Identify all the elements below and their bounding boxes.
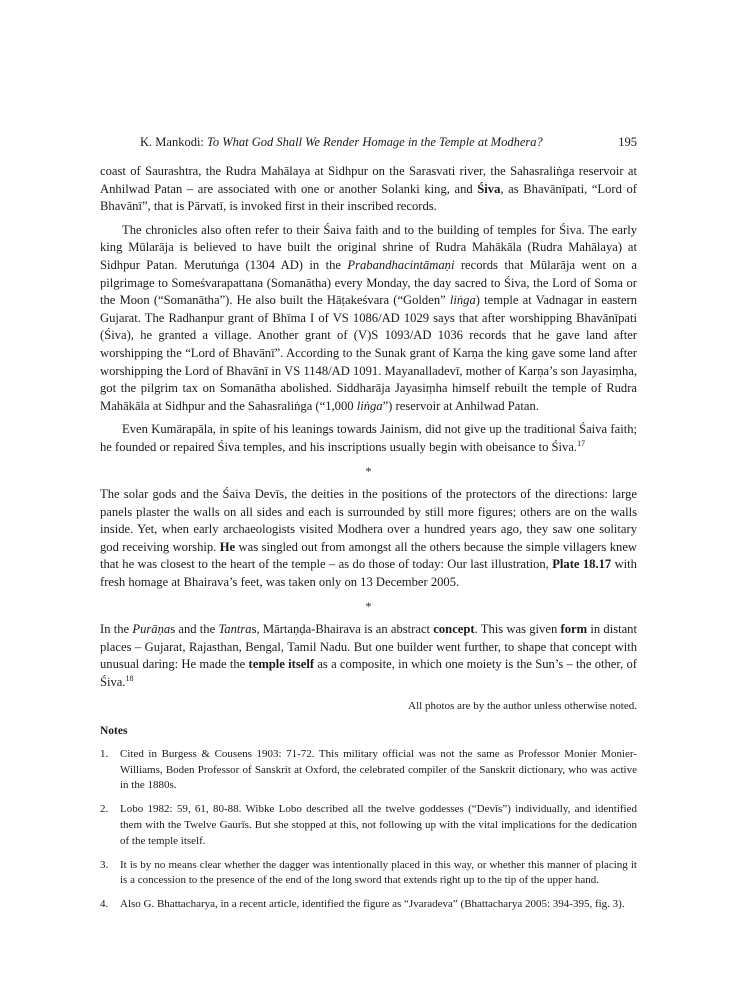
note-number: 2. (100, 803, 109, 816)
running-head (100, 135, 637, 153)
p4-bold-he: He (219, 539, 236, 554)
p5-text-c: s and the (170, 622, 219, 637)
note-item (100, 747, 637, 794)
p2-text-g: ”) reservoir at Anhilwad Patan. (382, 398, 539, 413)
section-separator-1: * (365, 463, 372, 478)
p5-text-k: as a composite, in which one moiety is the Sun’s – the other, of Śiva. (100, 657, 637, 690)
note-item (100, 897, 637, 913)
p2-text-c: records that Mūlarāja went on a pilgrimage to Someśvarapattana (Somanātha) every Monday, the day sacred to Śiva, the Lord of Soma or the Moon (“Somanātha”). He also built the Hāṭakeśvara (“Golden” (100, 257, 637, 308)
running-head-article-title: To What God Shall We Render Homage in the Temple at Modhera? (207, 135, 543, 149)
note-item (100, 802, 637, 849)
note-text: Also G. Bhattacharya, in a recent article, identified the figure as “Jvaradeva” (Bhattacharya 2005: 394-395, fig. 3). (120, 898, 625, 911)
footnote-ref-18: 18 (125, 673, 134, 683)
note-number: 4. (100, 898, 109, 911)
notes-list (100, 747, 637, 913)
paragraph-5 (100, 621, 637, 691)
p2-italic-linga-1: liṅga (449, 293, 476, 308)
p1-text-a: coast of Saurashtra, the Rudra Mahālaya at Sidhpur on the Sarasvati river, the Sahasraliṅga reservoir at Anhilwad Patan – are associated with one or another Solanki king, and (100, 164, 637, 196)
p5-text-e: s, Mārtaṇḍa-Bhairava is an abstract (251, 622, 434, 637)
p5-bold-concept: concept (433, 622, 475, 637)
p2-italic-linga-2: liṅga (356, 398, 383, 413)
p4-text-e: with fresh homage at Bhairava’s feet, was taken only on 13 December 2005. (100, 557, 637, 590)
paragraph-1 (100, 163, 637, 216)
p5-text-g: . This was given (474, 622, 561, 637)
p5-text-i: in distant places – Gujarat, Rajasthan, Bengal, Tamil Nadu. But one builder went further, to shape that concept with unusual daring: He made the (100, 622, 637, 672)
note-text: It is by no means clear whether the dagger was intentionally placed in this way, or whether this manner of placing it is a concession to the presence of the end of the long sword that extends right up to the tip of the upper hand. (120, 858, 637, 887)
note-text: Lobo 1982: 59, 61, 80-88. Wibke Lobo described all the twelve goddesses (“Devīs”) individually, and identified them with the Twelve Gaurīs. But she stopped at this, not following up with the vital implications for the dedication of the temple itself. (120, 803, 637, 847)
notes-heading: Notes (100, 725, 128, 738)
p4-text-a: The solar gods and the Śaiva Devīs, the deities in the positions of the protectors of the directions: large panels plaster the walls on all sides and each is surrounded by still more figures; others are on the walls inside. Yet, when early archaeologists visited Modhera over a hundred years ago, they saw one solitary god receiving worship. (100, 487, 637, 554)
note-item (100, 858, 637, 890)
running-head-author: K. Mankodi: (140, 135, 208, 149)
p5-italic-purana: Purāṇa (132, 622, 171, 637)
page-number: 195 (618, 135, 637, 149)
p5-italic-tantra: Tantra (218, 622, 252, 637)
p2-text-e: ) temple at Vadnagar in eastern Gujarat. The Radhanpur grant of Bhīma I of VS 1086/AD 1029 says that after worshipping Bhavānīpati (Śiva), he granted a village. Another grant of (V)S 1093/AD 1036 records that he gave land after worshipping the “Lord of Bhavānī”. According to the Sunak grant of Karṇa the king gave some land after worshipping the Lord of Bhavānī in VS 1148/AD 1091. Mayanalladevī, mother of Karṇa’s son Jayasiṃha, got the pilgrim tax on Somanātha abolished. Siddharāja Jayasiṃha himself rebuilt the temple of Rudra Mahākāla at Sidhpur and the Sahasraliṅga (“1,000 (100, 293, 638, 413)
paragraph-3 (100, 421, 637, 456)
p5-bold-form: form (560, 622, 588, 637)
note-number: 3. (100, 858, 109, 871)
note-text: Cited in Burgess & Cousens 1903: 71-72. This military official was not the same as Professor Monier Monier-Williams, Boden Professor of Sanskrit at Oxford, the celebrated compiler of the Sanskrit dictionary, who was active in the 1880s. (120, 747, 637, 792)
body-text (100, 163, 637, 921)
paragraph-4 (100, 486, 637, 592)
p2-text-a: The chronicles also often refer to their Śaiva faith and to the building of temples for Śiva. The early king Mūlarāja is believed to have built the original shrine of Rudra Mahākāla (Rudra Mahālaya) at Sidhpur Patan. Merutuṅga (1304 AD) in the (100, 222, 637, 272)
p2-italic-prabandha: Prabandhacintāmaṇi (347, 257, 455, 272)
footnote-ref-17: 17 (577, 438, 586, 448)
section-separator-2: * (365, 598, 372, 613)
p1-bold-siva: Śiva (477, 181, 501, 196)
note-number: 1. (100, 747, 109, 760)
running-head-title (140, 135, 543, 150)
photo-credit: All photos are by the author unless otherwise noted. (408, 699, 637, 712)
p4-bold-plate: Plate 18.17 (552, 557, 612, 572)
p4-text-c: was singled out from amongst all the others because the simple villagers knew that he was closest to the heart of the temple – as do those of today: Our last illustration, (100, 539, 637, 572)
p3-text-a: Even Kumārapāla, in spite of his leanings towards Jainism, did not give up the traditional Śaiva faith; he founded or repaired Śiva temples, and his inscriptions usually begin with obeisance to Śiva. (100, 422, 637, 454)
p5-bold-temple-itself: temple itself (248, 657, 315, 672)
paragraph-2 (100, 222, 637, 416)
p5-text-a: In the (100, 622, 133, 637)
p1-text-c: , as Bhavānīpati, “Lord of Bhavānī”, that is Pārvatī, is invoked first in their inscribed records. (100, 181, 638, 214)
